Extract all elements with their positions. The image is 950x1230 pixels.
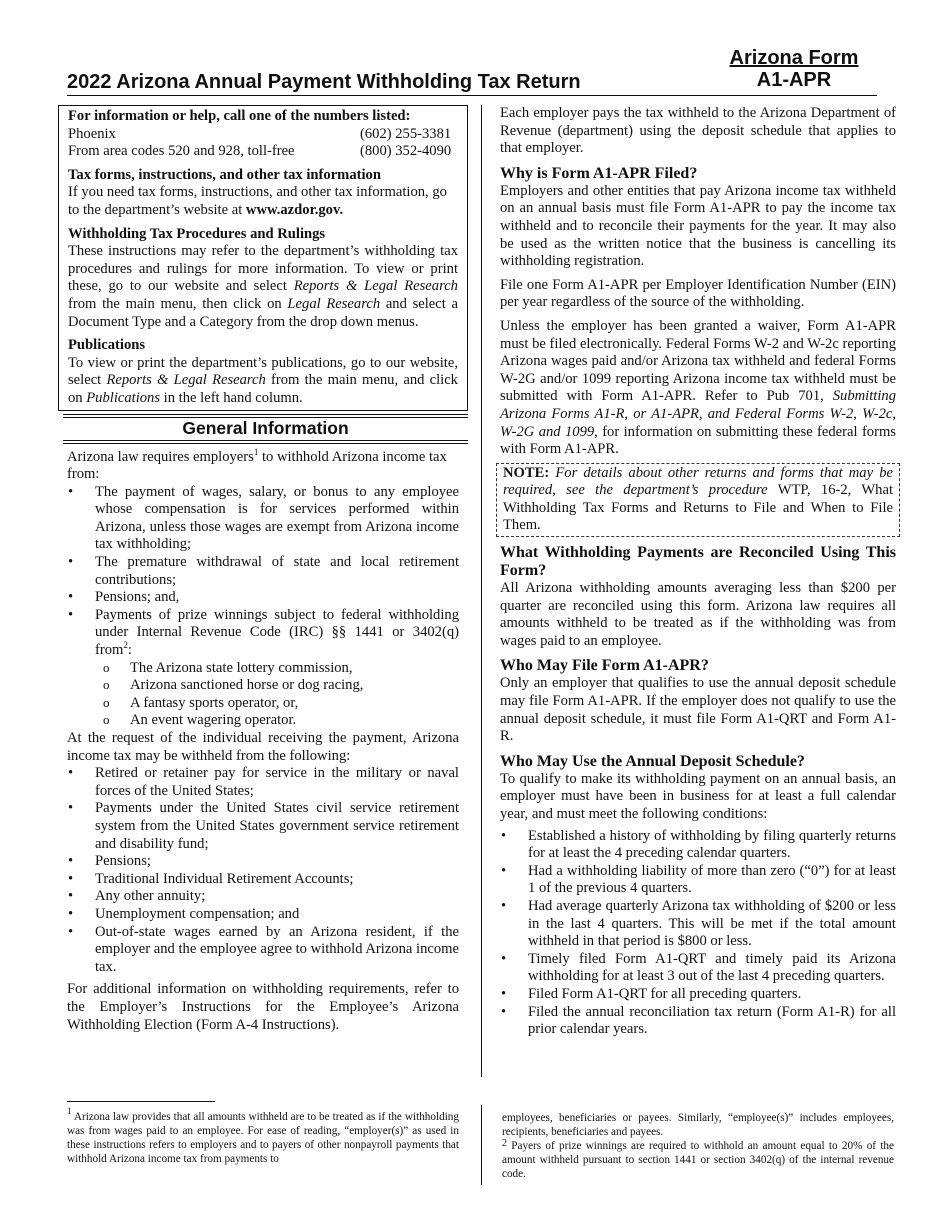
left-column <box>58 105 468 1034</box>
footnote-1-text: Arizona law provides that all amounts withheld are to be treated as if the withholding was from wages paid to an employee. For ease of reading, “employer(s)” as used in these instructions refers to employers and to payers of other nonpayroll payments that withhold Arizona income tax from payments to <box>67 1111 459 1165</box>
rulings-em-1: Reports & Legal Research <box>293 278 458 295</box>
reconciled-heading: What Withholding Payments are Reconciled Using This Form? <box>500 544 896 580</box>
prize-colon: : <box>127 642 132 659</box>
footnote-2 <box>502 1139 894 1181</box>
phone-number: (602) 255-3381 <box>360 125 452 142</box>
list-item: • The premature withdrawal of state and local retirement contributions; <box>67 554 459 589</box>
note-end: . <box>537 517 541 534</box>
forms-heading: Tax forms, instructions, and other tax information <box>68 166 381 183</box>
footnote-1 <box>67 1106 459 1166</box>
pubs-text-1: To view or print the department’s publications, go to our website, select <box>68 354 458 389</box>
pub-701-title: Submitting Arizona Forms A1-R, or A1-APR, and Federal Forms W-2, W-2c, W-2G and 1099, <box>500 388 896 440</box>
sub-list-item: o The Arizona state lottery commission, <box>101 660 459 678</box>
list-item: • Pensions; and, <box>67 589 459 607</box>
footnote-mark-1: 1 <box>67 1106 72 1116</box>
ein-text: File one Form A1-APR per Employer Identification Number (EIN) per year regardless of the source of the withholding. <box>500 276 896 311</box>
annual-heading: Who May Use the Annual Deposit Schedule? <box>500 752 805 770</box>
sub-list-item: o Arizona sanctioned horse or dog racing, <box>101 677 459 695</box>
request-list <box>67 765 459 976</box>
right-intro: Each employer pays the tax withheld to the Arizona Department of Revenue (department) using the deposit schedule that applies to that employer. <box>500 105 896 157</box>
rulings-text-2: from the main menu, then click on <box>68 295 288 312</box>
annual-text: To qualify to make its withholding payment on an annual basis, an employer must have been in business for at least a full calendar year, and must meet the following conditions: <box>500 770 896 822</box>
prize-text: Payments of prize winnings subject to federal withholding under Internal Revenue Code (IRC) §§ 1441 or 3402(q) from <box>95 606 459 659</box>
list-item: • Unemployment compensation; and <box>67 906 459 924</box>
general-intro-1: Arizona law requires employers <box>67 448 254 465</box>
pubs-text-2: from the main menu, and click on <box>68 372 458 406</box>
general-information-heading: General Information <box>182 417 349 438</box>
list-item: • Any other annuity; <box>67 888 459 906</box>
forms-text-body: If you need tax forms, instructions, and other tax information, go to the department’s website at <box>68 184 447 218</box>
note-procedure: WTP, 16-2, What Withholding Tax Forms and Returns to File and When to File Them <box>503 482 893 534</box>
column-divider <box>481 105 482 1077</box>
prize-sub-list <box>101 660 459 730</box>
why-heading: Why is Form A1-APR Filed? <box>500 164 698 182</box>
phone-number: (800) 352-4090 <box>360 143 452 160</box>
footnote-ref-1: 1 <box>253 446 259 457</box>
phone-row-phoenix <box>68 126 458 144</box>
footnote-column-right <box>502 1111 894 1181</box>
rulings-text <box>68 243 458 331</box>
rulings-text-3: and select a Document Type and a Category from the drop down menus. <box>68 295 458 330</box>
right-column <box>500 105 896 1039</box>
form-label-line2: A1-APR <box>756 69 832 91</box>
phone-label: Phoenix <box>68 125 116 142</box>
waiver-text-1: Unless the employer has been granted a waiver, Form A1-APR must be filed electronically. Federal Forms W-2 and W-2c reporting Arizona wages paid and/or Arizona tax withheld and federal Forms W-2G and/or 1099 reporting Arizona income tax withheld must be submitted with Form A1-APR. Refer to Pub 701, <box>500 317 896 405</box>
general-intro-2: to withhold Arizona income tax from: <box>67 448 447 483</box>
sub-list-item: o A fantasy sports operator, or, <box>101 695 459 713</box>
list-item-prize <box>67 607 459 660</box>
website-link[interactable]: www.azdor.gov. <box>245 201 344 218</box>
withholding-list <box>67 484 459 660</box>
general-intro <box>67 446 459 484</box>
list-item: • The payment of wages, salary, or bonus to any employee whose compensation is for services performed within Arizona, unless those wages are exempt from Arizona income tax withholding; <box>67 484 459 554</box>
phone-label: From area codes 520 and 928, toll-free <box>68 143 295 160</box>
reconciled-text: All Arizona withholding amounts averaging less than $200 per quarter are reconciled using this form. Arizona law requires all amounts withheld to be treated as if the withholding was from wages paid to an employee. <box>500 580 896 649</box>
publications-text <box>68 355 458 408</box>
footnote-rule <box>67 1101 215 1102</box>
note-box <box>496 463 900 537</box>
list-item: • Had average quarterly Arizona tax withholding of $200 or less in the last 4 quarters. This will be met if the total amount withheld in that period is $800 or less. <box>500 898 896 951</box>
list-item: • Retired or retainer pay for service in the military or naval forces of the United States; <box>67 765 459 800</box>
annual-conditions-list <box>500 828 896 1039</box>
form-label-line1: Arizona Form <box>729 47 859 69</box>
additional-info-text: For additional information on withholding requirements, refer to the Employer’s Instructions for the Employee’s Arizona Withholding Election (Form A-4 Instructions). <box>67 981 459 1033</box>
note-em: For details about other returns and forms that may be required, see the department’s procedure <box>503 464 893 499</box>
list-item: • Filed the annual reconciliation tax return (Form A1-R) for all prior calendar years. <box>500 1004 896 1039</box>
waiver-text-2: for information on submitting these federal forms with Form A1-APR. <box>500 423 896 458</box>
list-item: • Established a history of withholding by filing quarterly returns for at least the 4 preceding calendar quarters. <box>500 828 896 863</box>
pubs-em-2: Publications <box>86 389 161 406</box>
note-label: NOTE: <box>503 464 550 481</box>
general-information-band <box>63 414 468 444</box>
note-text <box>503 465 893 535</box>
footnote-2-text: Payers of prize winnings are required to withhold an amount equal to 20% of the amount withheld pursuant to section 1441 or section 3402(q) of the internal revenue code. <box>502 1140 894 1180</box>
footnote-ref-2: 2 <box>123 640 128 651</box>
who-heading: Who May File Form A1-APR? <box>500 657 709 675</box>
forms-text <box>68 184 458 219</box>
list-item: • Out-of-state wages earned by an Arizona resident, if the employer and the employee agree to withhold Arizona income tax. <box>67 924 459 977</box>
page-title: 2022 Arizona Annual Payment Withholding Tax Return <box>67 71 581 93</box>
footnote-mark-2: 2 <box>502 1138 507 1149</box>
info-box <box>58 105 468 411</box>
phone-row-toll-free <box>68 143 458 161</box>
list-item: • Had a withholding liability of more than zero (“0”) for at least 1 of the previous 4 quarters. <box>500 863 896 898</box>
title-divider <box>67 95 877 96</box>
list-item: • Traditional Individual Retirement Accounts; <box>67 871 459 889</box>
who-text: Only an employer that qualifies to use the annual deposit schedule may file Form A1-APR. If the employer does not qualify to use the annual deposit schedule, it must file Form A1-QRT and Form A1-R. <box>500 675 896 745</box>
list-item: • Timely filed Form A1-QRT and timely paid its Arizona withholding for at least 3 out of the last 4 preceding quarters. <box>500 951 896 986</box>
rulings-em-2: Legal Research <box>287 295 381 312</box>
list-item: • Pensions; <box>67 853 459 871</box>
pubs-text-3: in the left hand column. <box>160 389 303 406</box>
why-text: Employers and other entities that pay Arizona income tax withheld on an annual basis must file Form A1-APR to pay the income tax withheld and to reconcile their payments for the year. It may also be used as the written notice that the business is cancelling its withholding registration. <box>500 182 896 270</box>
footnote-column-divider <box>481 1105 482 1185</box>
info-heading: For information or help, call one of the numbers listed: <box>68 108 411 124</box>
list-item: • Payments under the United States civil service retirement system from the United States government service retirement and disability fund; <box>67 800 459 853</box>
form-label <box>722 47 866 91</box>
rulings-text-1: These instructions may refer to the department’s withholding tax procedures and rulings for more information. To view or print these, go to our website and select <box>68 243 458 295</box>
publications-heading: Publications <box>68 337 146 354</box>
list-item: • Filed Form A1-QRT for all preceding quarters. <box>500 986 896 1004</box>
general-information-body <box>58 446 468 1035</box>
sub-list-item: o An event wagering operator. <box>101 712 459 730</box>
footnote-1-continued: employees, beneficiaries or payees. Similarly, “employee(s)” includes employees, recipients, beneficiaries and payees. <box>502 1112 894 1138</box>
rulings-heading: Withholding Tax Procedures and Rulings <box>68 225 326 242</box>
request-text: At the request of the individual receiving the payment, Arizona income tax may be withheld from the following: <box>67 730 459 764</box>
pubs-em-1: Reports & Legal Research <box>106 372 266 389</box>
waiver-text <box>500 318 896 459</box>
